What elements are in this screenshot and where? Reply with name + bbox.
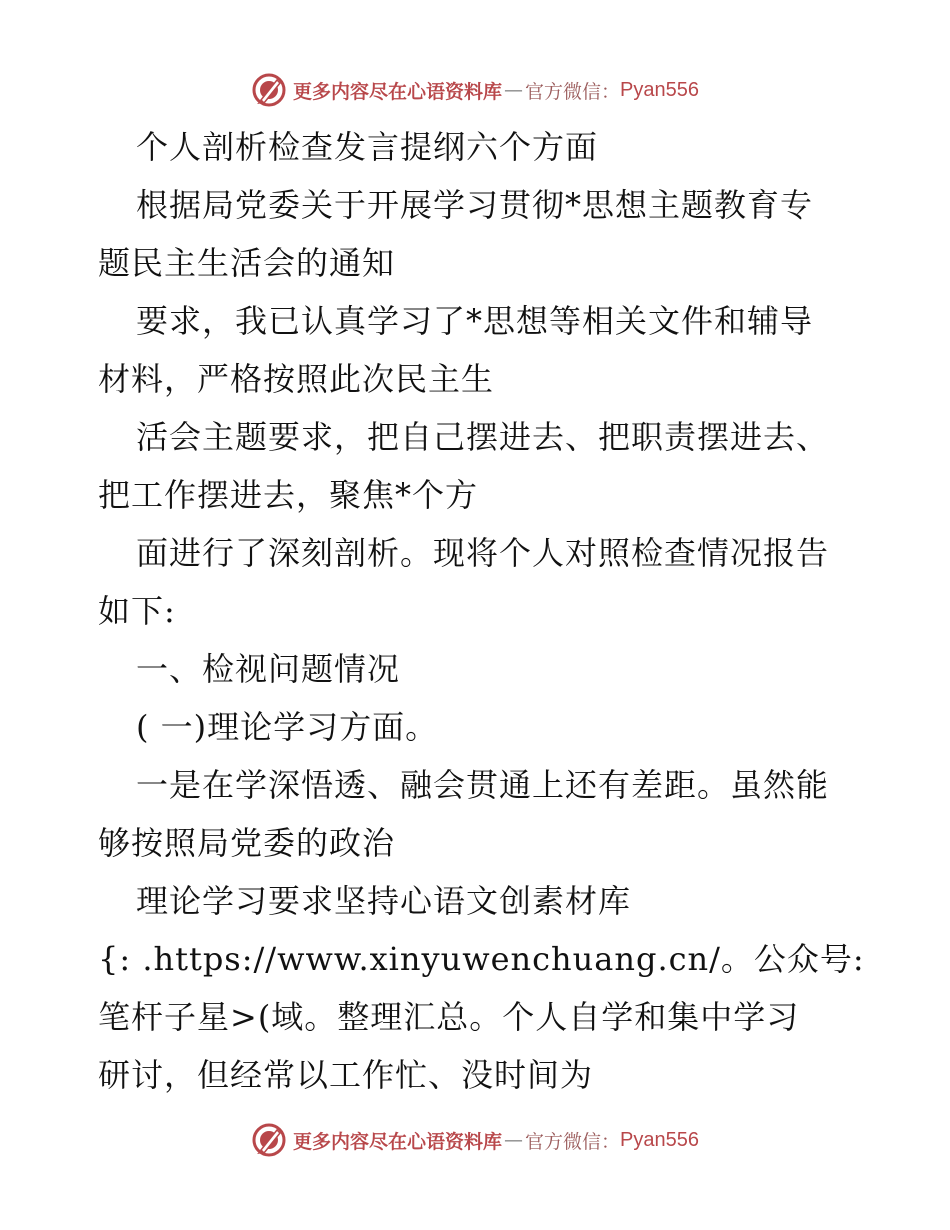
paragraph-line: 个人剖析检查发言提纲六个方面 — [136, 128, 599, 166]
watermark-text: 更多内容尽在心语资料库 — [293, 1130, 503, 1153]
paragraph-line: 材料，严格按照此次民主生 — [98, 360, 495, 398]
pen-logo-icon — [251, 72, 287, 108]
paragraph-line: 一是在学深悟透、融会贯通上还有差距。虽然能 — [136, 766, 830, 804]
paragraph-line: 如下: — [98, 592, 176, 630]
paragraph-line: 活会主题要求，把自己摆进去、把职责摆进去、 — [136, 418, 830, 456]
footer-watermark — [0, 1118, 950, 1162]
paragraph-line: ( 一)理论学习方面。 — [136, 708, 439, 746]
watermark-wechat-id: Pyan556 — [620, 1128, 699, 1151]
paragraph-line: 要求，我已认真学习了*思想等相关文件和辅导 — [136, 302, 814, 340]
paragraph-line: 够按照局党委的政治 — [98, 824, 396, 862]
paragraph-line: 笔杆子星>(域。整理汇总。个人自学和集中学习 — [98, 998, 800, 1036]
paragraph-line: 把工作摆进去，聚焦*个方 — [98, 476, 479, 514]
pen-logo-icon — [251, 1122, 287, 1158]
paragraph-line: 理论学习要求坚持心语文创素材库 — [136, 882, 632, 920]
header-watermark — [0, 68, 950, 112]
watermark-separator: — — [504, 79, 524, 101]
watermark-separator: — — [504, 1129, 524, 1151]
paragraph-line: {: .https://www.xinyuwenchuang.cn/。公众号: — [98, 940, 865, 978]
paragraph-line: 研讨，但经常以工作忙、没时间为 — [98, 1056, 594, 1094]
paragraph-line: 题民主生活会的通知 — [98, 244, 396, 282]
paragraph-line: 面进行了深刻剖析。现将个人对照检查情况报告 — [136, 534, 830, 572]
paragraph-line: 根据局党委关于开展学习贯彻*思想主题教育专 — [136, 186, 814, 224]
document-body — [98, 118, 865, 1104]
watermark-wechat-label: 官方微信： — [525, 80, 621, 103]
paragraph-line: 一、检视问题情况 — [136, 650, 401, 688]
watermark-wechat-label: 官方微信： — [525, 1130, 621, 1153]
watermark-text: 更多内容尽在心语资料库 — [293, 80, 503, 103]
watermark-wechat-id: Pyan556 — [620, 78, 699, 101]
